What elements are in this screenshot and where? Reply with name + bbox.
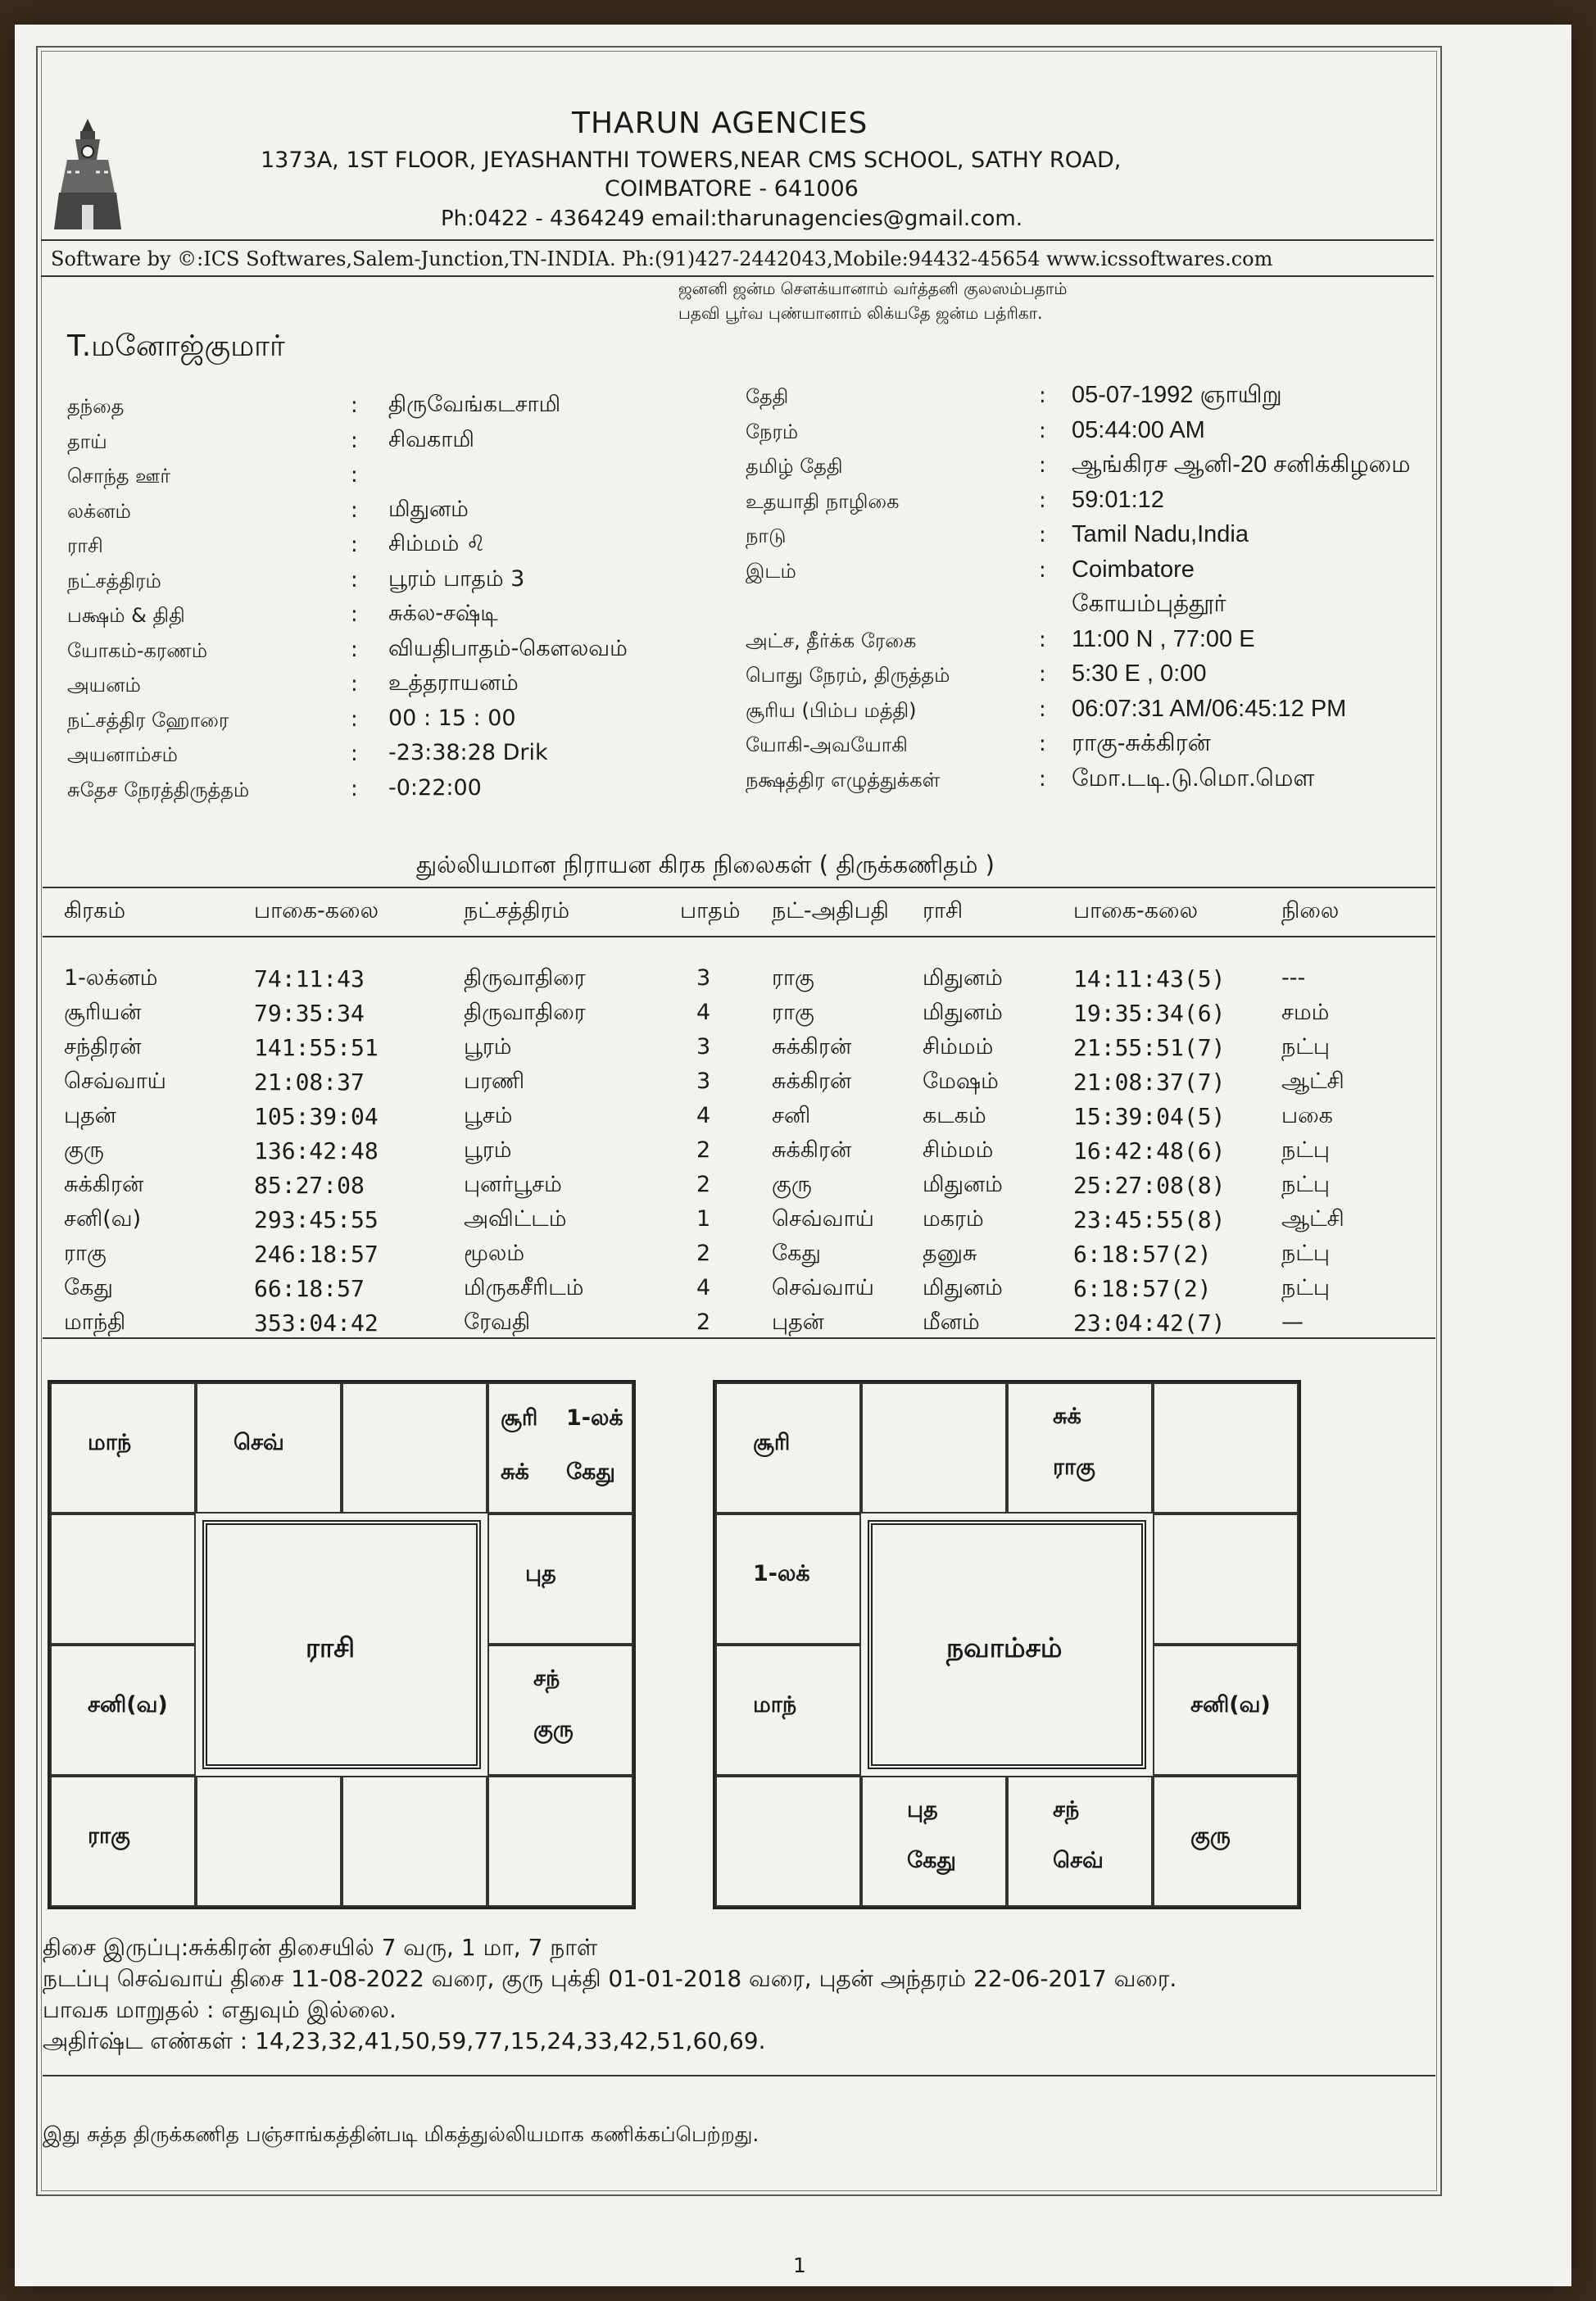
left-detail-value: பூரம் பாதம் 3 [388, 565, 525, 592]
company-city: COIMBATORE - 641006 [605, 176, 859, 202]
table-cell: 4 [696, 1000, 711, 1025]
table-cell: 21:08:37(7) [1073, 1069, 1226, 1096]
house-kanni [1153, 1776, 1299, 1907]
left-detail-colon: : [351, 533, 358, 557]
house-thulam [342, 1776, 487, 1907]
left-detail-label: யோகம்-கரணம் [67, 638, 208, 662]
left-detail-label: தாய் [67, 429, 107, 453]
planet-abbr: கேது [566, 1459, 615, 1485]
chart-center [202, 1520, 481, 1769]
table-cell: --- [1281, 965, 1306, 991]
table-cell: 19:35:34(6) [1073, 1000, 1226, 1027]
planet-table-title: துல்லியமான நிராயன கிரக நிலைகள் ( திருக்கணிதம் ) [416, 851, 995, 878]
table-header-cell: கிரகம் [64, 898, 126, 924]
house-makaram [715, 1645, 861, 1776]
table-header-cell: பாகை-கலை [254, 898, 379, 924]
left-detail-value: உத்தராயனம் [388, 670, 519, 696]
table-cell: மூலம் [464, 1241, 525, 1266]
table-cell: சுக்கிரன் [772, 1069, 852, 1094]
table-cell: மீனம் [923, 1309, 980, 1335]
table-cell: தனுசு [923, 1241, 977, 1266]
left-detail-colon: : [351, 706, 358, 732]
table-cell: செவ்வாய் [772, 1206, 874, 1232]
table-cell: சுக்கிரன் [64, 1172, 144, 1197]
table-cell: புதன் [772, 1309, 824, 1335]
table-cell: 2 [696, 1137, 711, 1163]
table-bottom-rule [43, 1337, 1435, 1339]
right-detail-label: உதயாதி நாழிகை [746, 489, 900, 513]
sloka-line-2: பதவி பூர்வ புண்யானாம் லிக்யதே ஜன்ம பத்ரிகா. [678, 303, 1043, 323]
accuracy-note: இது சுத்த திருக்கணித பஞ்சாங்கத்தின்படி மிகத்துல்லியமாக கணிக்கப்பெற்றது. [43, 2122, 759, 2146]
lucky-numbers: அதிர்ஷ்ட எண்கள் : 14,23,32,41,50,59,77,15,24,33,42,51,60,69. [43, 2027, 766, 2054]
planet-abbr: மாந் [753, 1692, 797, 1718]
table-cell: திருவாதிரை [464, 1000, 586, 1025]
table-cell: மிதுனம் [923, 1000, 1003, 1025]
right-detail-colon: : [1039, 627, 1046, 652]
table-cell: 23:45:55(8) [1073, 1206, 1226, 1233]
table-cell: பரணி [464, 1069, 525, 1094]
house-rishabam [342, 1382, 487, 1514]
right-detail-value: 11:00 N , 77:00 E [1072, 625, 1255, 652]
table-top-rule [43, 887, 1435, 888]
left-detail-colon: : [351, 463, 358, 488]
right-detail-value: 05:44:00 AM [1072, 416, 1205, 443]
left-detail-colon: : [351, 637, 358, 662]
house-thulam [1007, 1776, 1153, 1907]
planet-abbr: புத [525, 1561, 556, 1586]
left-detail-label: அயனாம்சம் [67, 743, 178, 766]
table-cell: 293:45:55 [254, 1206, 379, 1233]
table-cell: பூரம் [464, 1137, 512, 1163]
house-dhanusu [715, 1776, 861, 1907]
right-detail-value: 06:07:31 AM/06:45:12 PM [1072, 695, 1347, 722]
table-cell: மிதுனம் [923, 965, 1003, 991]
table-cell: மகரம் [923, 1206, 984, 1232]
planet-abbr: சூரி [753, 1430, 791, 1455]
table-cell: 21:55:51(7) [1073, 1034, 1226, 1061]
table-cell: 15:39:04(5) [1073, 1103, 1226, 1130]
left-detail-value: மிதுனம் [388, 496, 469, 522]
bhava-change: பாவக மாறுதல் : எதுவும் இல்லை. [43, 1996, 397, 2023]
planet-abbr: ராகு [88, 1823, 130, 1849]
right-detail-colon: : [1039, 384, 1046, 408]
house-simmam [487, 1645, 633, 1776]
table-cell: 74:11:43 [254, 965, 365, 992]
person-name: T.மனோஜ்குமார் [67, 329, 285, 363]
table-cell: 3 [696, 1034, 711, 1060]
right-detail-value: 5:30 E , 0:00 [1072, 660, 1207, 687]
rasi-chart [48, 1380, 636, 1909]
company-name: THARUN AGENCIES [572, 107, 868, 140]
table-cell: சிம்மம் [923, 1034, 994, 1060]
credit-divider [41, 275, 1434, 277]
table-header-cell: நட்-அதிபதி [772, 898, 889, 924]
planet-abbr: செவ் [234, 1430, 284, 1455]
house-simmam [1153, 1645, 1299, 1776]
house-viruchigam [196, 1776, 342, 1907]
table-cell: 21:08:37 [254, 1069, 365, 1096]
right-detail-label: நேரம் [746, 420, 799, 443]
table-cell: 246:18:57 [254, 1241, 379, 1268]
right-detail-colon: : [1039, 523, 1046, 547]
planet-abbr: சந் [533, 1666, 560, 1691]
right-detail-label: இடம் [746, 559, 796, 583]
right-detail-colon: : [1039, 418, 1046, 443]
left-detail-value: சிம்மம் ♌ [388, 531, 487, 556]
table-cell: கேது [64, 1275, 113, 1300]
company-address: 1373A, 1ST FLOOR, JEYASHANTHI TOWERS,NEAR CMS SCHOOL, SATHY ROAD, [261, 148, 1122, 173]
planet-abbr: குரு [533, 1717, 574, 1742]
left-detail-label: சுதேச நேரத்திருத்தம் [67, 778, 250, 801]
right-detail-label: யோகி-அவயோகி [746, 733, 908, 756]
table-cell: 1-லக்னம் [64, 965, 158, 991]
table-cell: 3 [696, 1069, 711, 1094]
left-detail-label: ராசி [67, 534, 103, 557]
table-cell: புனர்பூசம் [464, 1172, 562, 1197]
planet-abbr: சுக் [501, 1459, 529, 1485]
left-detail-value: -23:38:28 Drik [388, 740, 548, 765]
page-number: 1 [793, 2253, 806, 2277]
table-cell: நட்பு [1281, 1275, 1330, 1300]
table-cell: கேது [772, 1241, 821, 1266]
right-detail-value: Coimbatore [1072, 556, 1195, 583]
table-cell: பூரம் [464, 1034, 512, 1060]
table-cell: 141:55:51 [254, 1034, 379, 1061]
table-cell: அவிட்டம் [464, 1206, 567, 1232]
planet-abbr: புத [907, 1797, 938, 1822]
planet-abbr: குரு [1190, 1823, 1231, 1849]
planet-abbr: சனி(வ) [1190, 1692, 1271, 1718]
table-cell: 2 [696, 1241, 711, 1266]
left-detail-label: தந்தை [67, 395, 125, 418]
table-cell: திருவாதிரை [464, 965, 586, 991]
table-cell: செவ்வாய் [64, 1069, 166, 1094]
planet-abbr: 1-லக் [753, 1561, 810, 1586]
right-detail-label: நக்ஷத்திர எழுத்துக்கள் [746, 768, 941, 792]
house-rishabam [1007, 1382, 1153, 1514]
table-cell: செவ்வாய் [772, 1275, 874, 1300]
right-detail-colon: : [1039, 488, 1046, 513]
house-meenam [50, 1382, 196, 1514]
house-mithunam [1153, 1382, 1299, 1514]
planet-abbr: சூரி [501, 1405, 538, 1431]
table-cell: 136:42:48 [254, 1137, 379, 1164]
right-detail-colon: : [1039, 766, 1046, 792]
software-credit: Software by ©:ICS Softwares,Salem-Junction,TN-INDIA. Ph:(91)427-2442043,Mobile:94432-45654 www.icssoftwares.com [51, 247, 1273, 270]
table-cell: ராகு [64, 1241, 107, 1266]
current-dasa: நடப்பு செவ்வாய் திசை 11-08-2022 வரை, குரு புக்தி 01-01-2018 வரை, புதன் அந்தரம் 22-06-2017 வரை. [43, 1965, 1177, 1992]
planet-abbr: சுக் [1053, 1404, 1081, 1429]
table-cell: 4 [696, 1103, 711, 1128]
left-detail-label: நட்சத்திரம் [67, 569, 161, 592]
left-detail-colon: : [351, 742, 358, 766]
house-viruchigam [861, 1776, 1007, 1907]
left-detail-label: சொந்த ஊர் [67, 465, 170, 488]
left-detail-value: திருவேங்கடசாமி [388, 392, 561, 417]
house-mesham [861, 1382, 1007, 1514]
table-cell: பகை [1281, 1103, 1333, 1128]
table-cell: சமம் [1281, 1000, 1330, 1025]
table-cell: 353:04:42 [254, 1309, 379, 1337]
right-detail-value: ஆங்கிரச ஆனி-20 சனிக்கிழமை [1072, 452, 1411, 478]
table-cell: நட்பு [1281, 1034, 1330, 1060]
planet-abbr: மாந் [88, 1430, 132, 1455]
right-detail-label: பொது நேரம், திருத்தம் [746, 664, 950, 687]
left-detail-value: வியதிபாதம்-கௌலவம் [388, 635, 628, 661]
table-cell: மிருகசீரிடம் [464, 1275, 584, 1300]
table-cell: நட்பு [1281, 1241, 1330, 1266]
table-cell: மிதுனம் [923, 1275, 1003, 1300]
temple-logo-icon [51, 115, 125, 238]
table-cell: 16:42:48(6) [1073, 1137, 1226, 1164]
house-kanni [487, 1776, 633, 1907]
left-detail-colon: : [351, 602, 358, 627]
table-header-cell: நட்சத்திரம் [464, 898, 570, 924]
table-cell: நட்பு [1281, 1172, 1330, 1197]
house-mesham [196, 1382, 342, 1514]
table-cell: ராகு [772, 965, 814, 991]
house-makaram [50, 1645, 196, 1776]
table-cell: ஆட்சி [1281, 1069, 1344, 1094]
table-cell: குரு [64, 1137, 104, 1163]
left-detail-colon: : [351, 776, 358, 801]
chart-center [868, 1520, 1146, 1769]
table-cell: 14:11:43(5) [1073, 965, 1226, 992]
chart-title: நவாம்சம் [946, 1632, 1063, 1663]
company-contact: Ph:0422 - 4364249 email:tharunagencies@gmail.com. [441, 206, 1023, 231]
house-meenam [715, 1382, 861, 1514]
table-cell: ரேவதி [464, 1309, 531, 1335]
right-detail-value: ராகு-சுக்கிரன் [1072, 730, 1211, 756]
table-header-cell: நிலை [1281, 898, 1340, 924]
table-cell: 3 [696, 965, 711, 991]
left-detail-value: 00 : 15 : 00 [388, 705, 516, 731]
house-kadagam [1153, 1514, 1299, 1645]
right-detail-label: நாடு [746, 524, 787, 547]
right-detail-colon: : [1039, 732, 1046, 756]
right-detail-label: சூரிய (பிம்ப மத்தி) [746, 698, 917, 722]
table-cell: 2 [696, 1309, 711, 1335]
planet-abbr: 1-லக் [566, 1405, 623, 1431]
table-cell: 105:39:04 [254, 1103, 379, 1130]
table-cell: குரு [772, 1172, 812, 1197]
right-detail-label: தமிழ் தேதி [746, 455, 843, 478]
left-detail-colon: : [351, 672, 358, 697]
right-detail-label: அட்ச, தீர்க்க ரேகை [746, 629, 917, 652]
chart-title: ராசி [306, 1632, 356, 1663]
right-detail-colon: : [1039, 662, 1046, 687]
right-detail-colon: : [1039, 453, 1046, 478]
sloka-line-1: ஜனனி ஜன்ம சௌக்யானாம் வர்த்தனி குலஸம்பதாம் [678, 279, 1068, 298]
right-detail-colon: : [1039, 557, 1046, 583]
table-cell: ஆட்சி [1281, 1206, 1344, 1232]
left-detail-label: பக்ஷம் & திதி [67, 604, 185, 627]
table-cell: 6:18:57(2) [1073, 1275, 1212, 1302]
table-cell: — [1281, 1309, 1304, 1335]
dasa-balance: திசை இருப்பு:சுக்கிரன் திசையில் 7 வரு, 1 மா, 7 நாள் [43, 1934, 598, 1961]
planet-abbr: கேது [907, 1848, 956, 1873]
table-cell: சூரியன் [64, 1000, 142, 1025]
table-header-rule [43, 936, 1435, 937]
table-cell: மிதுனம் [923, 1172, 1003, 1197]
right-detail-value: 59:01:12 [1072, 486, 1164, 513]
table-cell: சந்திரன் [64, 1034, 142, 1060]
left-detail-colon: : [351, 428, 358, 453]
left-detail-colon: : [351, 393, 358, 418]
table-cell: நட்பு [1281, 1137, 1330, 1163]
left-detail-colon: : [351, 497, 358, 523]
table-cell: 66:18:57 [254, 1275, 365, 1302]
right-detail-value: Tamil Nadu,India [1072, 521, 1249, 547]
right-detail-value: கோயம்புத்தூர் [1072, 591, 1226, 617]
planet-abbr: செவ் [1053, 1848, 1104, 1873]
right-detail-value: மோ.டடி.டு.மொ.மௌ [1072, 765, 1315, 792]
table-cell: மேஷம் [923, 1069, 999, 1094]
table-cell: 25:27:08(8) [1073, 1172, 1226, 1199]
table-cell: கடகம் [923, 1103, 986, 1128]
table-cell: சனி [772, 1103, 811, 1128]
table-header-cell: பாதம் [680, 898, 741, 924]
table-cell: சுக்கிரன் [772, 1137, 852, 1163]
table-cell: 23:04:42(7) [1073, 1309, 1226, 1337]
left-detail-value: சுக்ல-சஷ்டி [388, 601, 498, 626]
house-kumbam [50, 1514, 196, 1645]
left-detail-label: நட்சத்திர ஹோரை [67, 708, 229, 732]
table-cell: சனி(வ) [64, 1206, 142, 1232]
table-cell: மாந்தி [64, 1309, 126, 1335]
table-cell: 1 [696, 1206, 711, 1232]
table-header-cell: பாகை-கலை [1073, 898, 1198, 924]
table-cell: புதன் [64, 1103, 116, 1128]
left-detail-value: -0:22:00 [388, 774, 482, 801]
table-cell: பூசம் [464, 1103, 513, 1128]
right-detail-value: 05-07-1992 ஞாயிறு [1072, 382, 1282, 408]
table-cell: ராகு [772, 1000, 814, 1025]
planet-abbr: சனி(வ) [88, 1692, 168, 1718]
right-detail-label: தேதி [746, 385, 789, 408]
table-cell: 4 [696, 1275, 711, 1300]
planet-abbr: ராகு [1053, 1455, 1095, 1480]
left-detail-label: லக்னம் [67, 499, 131, 523]
left-detail-colon: : [351, 567, 358, 592]
header-divider [41, 239, 1434, 241]
house-mithunam [487, 1382, 633, 1514]
horoscope-sheet [15, 25, 1571, 2286]
table-cell: சிம்மம் [923, 1137, 994, 1163]
right-detail-colon: : [1039, 697, 1046, 722]
house-dhanusu [50, 1776, 196, 1907]
navamsa-chart [713, 1380, 1301, 1909]
left-detail-value: சிவகாமி [388, 426, 474, 452]
house-kadagam [487, 1514, 633, 1645]
table-cell: 2 [696, 1172, 711, 1197]
table-cell: 79:35:34 [254, 1000, 365, 1027]
table-header-cell: ராசி [923, 898, 963, 924]
table-cell: 85:27:08 [254, 1172, 365, 1199]
table-cell: சுக்கிரன் [772, 1034, 852, 1060]
left-detail-label: அயனம் [67, 674, 141, 697]
table-cell: 6:18:57(2) [1073, 1241, 1212, 1268]
footer-divider [43, 2075, 1435, 2076]
planet-abbr: சந் [1053, 1797, 1080, 1822]
house-kumbam [715, 1514, 861, 1645]
